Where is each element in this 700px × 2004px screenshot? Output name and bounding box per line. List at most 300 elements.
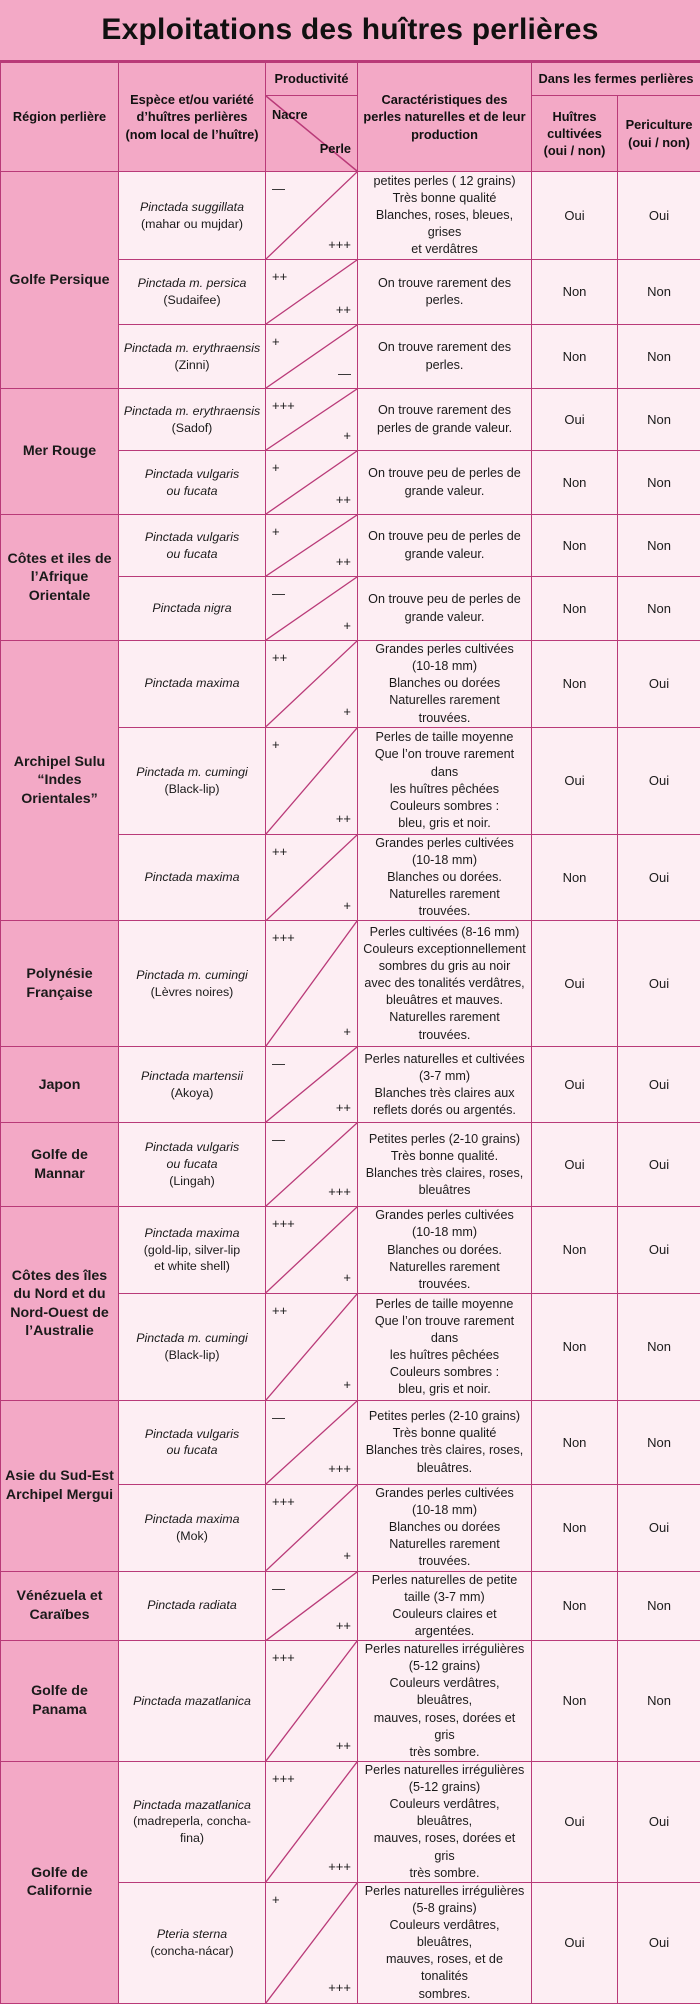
species-cell: [119, 389, 266, 451]
characteristics-line: (5-8 grains): [362, 1900, 527, 1917]
nacre-rating: +++: [272, 1649, 295, 1666]
periculture-cell: Oui: [618, 1882, 700, 2003]
characteristics-line: On trouve peu de perles de: [362, 465, 527, 482]
header-nacre-perle: [266, 96, 358, 172]
nacre-rating: +: [272, 736, 280, 753]
species-cell: [119, 260, 266, 325]
nacre-rating: ++: [272, 1302, 287, 1319]
pearl-oyster-table: [0, 62, 700, 2004]
species-cell: [119, 1641, 266, 1762]
periculture-cell: Oui: [618, 921, 700, 1047]
perle-rating: +++: [328, 1979, 351, 1996]
header-productivity: Productivité: [266, 63, 358, 96]
species-cell: [119, 577, 266, 641]
periculture-cell: Oui: [618, 1047, 700, 1123]
characteristics-line: grande valeur.: [362, 609, 527, 626]
periculture-cell: Oui: [618, 1761, 700, 1882]
header-cultivated: Huîtres cultivées (oui / non): [532, 96, 618, 172]
species-local-name: (Sudaifee): [123, 292, 261, 309]
characteristics-line: argentées.: [362, 1623, 527, 1640]
characteristics-line: mauves, roses, et de tonalités: [362, 1951, 527, 1985]
characteristics-line: Naturelles rarement trouvées.: [362, 886, 527, 920]
characteristics-line: On trouve rarement des perles.: [362, 275, 527, 309]
species-cell: [119, 451, 266, 515]
characteristics-cell: [358, 1761, 532, 1882]
characteristics-line: Couleurs sombres :: [362, 1364, 527, 1381]
perle-rating: +++: [328, 236, 351, 253]
table-row: [1, 389, 700, 451]
table-row: [1, 1207, 700, 1294]
nacre-rating: +++: [272, 397, 295, 414]
characteristics-line: Couleurs exceptionnellement: [362, 941, 527, 958]
perle-rating: ++: [336, 553, 351, 570]
perle-rating: +: [343, 617, 351, 634]
species-cell: [119, 1047, 266, 1123]
species-scientific-name: Pinctada m. cumingi: [123, 1330, 261, 1347]
region-cell: Polynésie Française: [1, 921, 119, 1047]
characteristics-line: On trouve peu de perles de: [362, 591, 527, 608]
perle-rating: +: [343, 703, 351, 720]
characteristics-cell: [358, 834, 532, 921]
nacre-rating: +++: [272, 929, 295, 946]
characteristics-line: grande valeur.: [362, 546, 527, 563]
productivity-cell: [266, 727, 358, 834]
productivity-cell: [266, 641, 358, 728]
nacre-rating: +: [272, 333, 280, 350]
characteristics-line: bleu, gris et noir.: [362, 815, 527, 832]
species-local-name: (Zinni): [123, 357, 261, 374]
characteristics-line: bleuâtres.: [362, 1460, 527, 1477]
characteristics-line: perles de grande valeur.: [362, 420, 527, 437]
productivity-cell: [266, 451, 358, 515]
characteristics-line: Naturelles rarement trouvées.: [362, 1536, 527, 1570]
characteristics-cell: [358, 260, 532, 325]
species-cell: [119, 921, 266, 1047]
characteristics-line: Perles naturelles irrégulières: [362, 1641, 527, 1658]
perle-rating: +: [343, 1023, 351, 1040]
perle-rating: +: [343, 427, 351, 444]
perle-rating: +: [343, 1269, 351, 1286]
periculture-cell: Oui: [618, 1207, 700, 1294]
cultivated-cell: Non: [532, 1641, 618, 1762]
nacre-rating: ++: [272, 843, 287, 860]
species-scientific-name: Pinctada suggillata: [123, 199, 261, 216]
cultivated-cell: Non: [532, 260, 618, 325]
species-cell: [119, 1207, 266, 1294]
characteristics-line: et verdâtres: [362, 241, 527, 258]
species-cell: [119, 1761, 266, 1882]
perle-rating: ++: [336, 1617, 351, 1634]
table-row: [1, 1641, 700, 1762]
nacre-rating: +: [272, 1891, 280, 1908]
productivity-cell: [266, 1484, 358, 1571]
perle-rating: +: [343, 897, 351, 914]
characteristics-cell: [358, 1293, 532, 1400]
characteristics-line: grande valeur.: [362, 483, 527, 500]
table-row: [1, 921, 700, 1047]
productivity-cell: [266, 325, 358, 389]
header-characteristics: Caractéristiques des perles naturelles et de leur production: [358, 63, 532, 172]
productivity-cell: [266, 1047, 358, 1123]
characteristics-line: Couleurs sombres :: [362, 798, 527, 815]
species-cell: [119, 1484, 266, 1571]
productivity-cell: [266, 1761, 358, 1882]
nacre-rating: —: [272, 1131, 285, 1148]
nacre-rating: +++: [272, 1493, 295, 1510]
periculture-cell: Non: [618, 451, 700, 515]
species-scientific-name: Pinctada m. cumingi: [123, 764, 261, 781]
cultivated-cell: Non: [532, 1400, 618, 1484]
nacre-rating: —: [272, 1580, 285, 1597]
characteristics-line: sombres du gris au noir: [362, 958, 527, 975]
characteristics-line: Naturelles rarement trouvées.: [362, 1009, 527, 1043]
region-cell: Golfe de Panama: [1, 1641, 119, 1762]
characteristics-cell: [358, 1123, 532, 1207]
species-scientific-name: Pinctada vulgaris: [123, 1139, 261, 1156]
region-cell: Asie du Sud-Est Archipel Mergui: [1, 1400, 119, 1571]
cultivated-cell: Oui: [532, 1123, 618, 1207]
characteristics-line: On trouve rarement des: [362, 402, 527, 419]
region-cell: Golfe de Californie: [1, 1761, 119, 2003]
periculture-cell: Non: [618, 1571, 700, 1641]
species-local-name: (Lèvres noires): [123, 984, 261, 1001]
periculture-cell: Non: [618, 325, 700, 389]
nacre-rating: —: [272, 180, 285, 197]
cultivated-cell: Non: [532, 515, 618, 577]
periculture-cell: Oui: [618, 641, 700, 728]
characteristics-line: bleuâtres: [362, 1182, 527, 1199]
species-local-name: (Black-lip): [123, 781, 261, 798]
species-local-name: (Black-lip): [123, 1347, 261, 1364]
characteristics-line: Naturelles rarement trouvées.: [362, 692, 527, 726]
characteristics-cell: [358, 577, 532, 641]
species-cell: [119, 834, 266, 921]
species-local-name: (madreperla, concha-fina): [123, 1813, 261, 1847]
characteristics-cell: [358, 641, 532, 728]
characteristics-line: Blanches très claires, roses,: [362, 1442, 527, 1459]
characteristics-line: Blanches très claires aux: [362, 1085, 527, 1102]
region-cell: Vénézuela et Caraïbes: [1, 1571, 119, 1641]
cultivated-cell: Non: [532, 1293, 618, 1400]
periculture-cell: Oui: [618, 727, 700, 834]
characteristics-line: Perles naturelles et cultivées: [362, 1051, 527, 1068]
characteristics-cell: [358, 1484, 532, 1571]
cultivated-cell: Non: [532, 1207, 618, 1294]
species-cell: [119, 1400, 266, 1484]
periculture-cell: Oui: [618, 1123, 700, 1207]
cultivated-cell: Oui: [532, 1882, 618, 2003]
periculture-cell: Non: [618, 1293, 700, 1400]
characteristics-line: bleu, gris et noir.: [362, 1381, 527, 1398]
characteristics-line: très sombre.: [362, 1865, 527, 1882]
characteristics-line: Très bonne qualité.: [362, 1148, 527, 1165]
characteristics-line: mauves, roses, dorées et gris: [362, 1830, 527, 1864]
characteristics-cell: [358, 1882, 532, 2003]
periculture-cell: Non: [618, 515, 700, 577]
perle-rating: +: [343, 1376, 351, 1393]
periculture-cell: Non: [618, 260, 700, 325]
perle-rating: ++: [336, 810, 351, 827]
characteristics-line: On trouve peu de perles de: [362, 528, 527, 545]
productivity-cell: [266, 260, 358, 325]
characteristics-line: Blanches ou dorées: [362, 675, 527, 692]
species-local-name-2: et white shell): [123, 1258, 261, 1275]
table-row: [1, 641, 700, 728]
characteristics-line: avec des tonalités verdâtres,: [362, 975, 527, 992]
cultivated-cell: Non: [532, 834, 618, 921]
characteristics-line: les huîtres pêchées: [362, 1347, 527, 1364]
table-row: [1, 515, 700, 577]
characteristics-line: Très bonne qualité: [362, 1425, 527, 1442]
productivity-cell: [266, 1207, 358, 1294]
characteristics-line: taille (3-7 mm): [362, 1589, 527, 1606]
periculture-cell: Non: [618, 1400, 700, 1484]
species-scientific-name: Pinctada vulgaris: [123, 529, 261, 546]
cultivated-cell: Non: [532, 641, 618, 728]
species-scientific-name: Pinctada maxima: [123, 1511, 261, 1528]
species-local-name: (concha-nácar): [123, 1943, 261, 1960]
productivity-cell: [266, 515, 358, 577]
characteristics-cell: [358, 1207, 532, 1294]
characteristics-cell: [358, 515, 532, 577]
header-farms: Dans les fermes perlières: [532, 63, 700, 96]
header-nacre: Nacre: [272, 106, 308, 123]
productivity-cell: [266, 577, 358, 641]
species-local-name: ou fucata: [123, 1442, 261, 1459]
species-cell: [119, 1571, 266, 1641]
characteristics-line: Couleurs verdâtres, bleuâtres,: [362, 1796, 527, 1830]
perle-rating: ++: [336, 301, 351, 318]
productivity-cell: [266, 172, 358, 260]
productivity-cell: [266, 1123, 358, 1207]
cultivated-cell: Non: [532, 325, 618, 389]
perle-rating: ++: [336, 1737, 351, 1754]
species-cell: [119, 727, 266, 834]
species-cell: [119, 515, 266, 577]
nacre-rating: +++: [272, 1215, 295, 1232]
characteristics-cell: [358, 172, 532, 260]
species-local-name-2: (Lingah): [123, 1173, 261, 1190]
species-scientific-name: Pteria sterna: [123, 1926, 261, 1943]
characteristics-line: Grandes perles cultivées: [362, 1207, 527, 1224]
species-scientific-name: Pinctada mazatlanica: [123, 1797, 261, 1814]
characteristics-line: Que l’on trouve rarement dans: [362, 1313, 527, 1347]
characteristics-cell: [358, 1047, 532, 1123]
characteristics-line: les huîtres pêchées: [362, 781, 527, 798]
species-scientific-name: Pinctada m. cumingi: [123, 967, 261, 984]
productivity-cell: [266, 921, 358, 1047]
species-scientific-name: Pinctada maxima: [123, 1225, 261, 1242]
characteristics-line: mauves, roses, dorées et gris: [362, 1710, 527, 1744]
species-scientific-name: Pinctada m. erythraensis: [123, 403, 261, 420]
species-local-name: ou fucata: [123, 483, 261, 500]
species-local-name: (gold-lip, silver-lip: [123, 1242, 261, 1259]
productivity-cell: [266, 389, 358, 451]
characteristics-line: Blanches, roses, bleues, grises: [362, 207, 527, 241]
table-row: [1, 172, 700, 260]
perle-rating: —: [338, 365, 351, 382]
characteristics-line: Que l’on trouve rarement dans: [362, 746, 527, 780]
cultivated-cell: Oui: [532, 727, 618, 834]
productivity-cell: [266, 834, 358, 921]
characteristics-line: Perles de taille moyenne: [362, 729, 527, 746]
region-cell: Golfe Persique: [1, 172, 119, 389]
cultivated-cell: Oui: [532, 389, 618, 451]
characteristics-line: Naturelles rarement trouvées.: [362, 1259, 527, 1293]
cultivated-cell: Oui: [532, 172, 618, 260]
table-body: [1, 172, 700, 2004]
characteristics-line: (10-18 mm): [362, 658, 527, 675]
header-species: Espèce et/ou variété d’huîtres perlières (nom local de l’huître): [119, 63, 266, 172]
nacre-rating: —: [272, 1409, 285, 1426]
characteristics-line: Grandes perles cultivées: [362, 1485, 527, 1502]
species-scientific-name: Pinctada radiata: [123, 1597, 261, 1614]
cultivated-cell: Non: [532, 577, 618, 641]
characteristics-line: Blanches ou dorées.: [362, 1242, 527, 1259]
table-row: [1, 1400, 700, 1484]
productivity-cell: [266, 1293, 358, 1400]
species-scientific-name: Pinctada m. persica: [123, 275, 261, 292]
characteristics-line: (10-18 mm): [362, 1502, 527, 1519]
nacre-rating: +++: [272, 1770, 295, 1787]
nacre-rating: —: [272, 585, 285, 602]
cultivated-cell: Oui: [532, 1047, 618, 1123]
species-local-name: (Akoya): [123, 1085, 261, 1102]
species-cell: [119, 172, 266, 260]
table-row: [1, 1047, 700, 1123]
page-title: Exploitations des huîtres perlières: [0, 0, 700, 62]
periculture-cell: Oui: [618, 172, 700, 260]
table-row: [1, 1761, 700, 1882]
periculture-cell: Non: [618, 389, 700, 451]
characteristics-line: Blanches ou dorées: [362, 1519, 527, 1536]
characteristics-line: On trouve rarement des perles.: [362, 339, 527, 373]
cultivated-cell: Oui: [532, 921, 618, 1047]
species-scientific-name: Pinctada maxima: [123, 869, 261, 886]
characteristics-line: Petites perles (2-10 grains): [362, 1131, 527, 1148]
species-scientific-name: Pinctada m. erythraensis: [123, 340, 261, 357]
nacre-rating: +: [272, 459, 280, 476]
species-cell: [119, 1293, 266, 1400]
region-cell: Japon: [1, 1047, 119, 1123]
species-scientific-name: Pinctada vulgaris: [123, 466, 261, 483]
characteristics-cell: [358, 325, 532, 389]
species-cell: [119, 1882, 266, 2003]
periculture-cell: Oui: [618, 834, 700, 921]
characteristics-cell: [358, 451, 532, 515]
nacre-rating: +: [272, 523, 280, 540]
header-region: Région perlière: [1, 63, 119, 172]
perle-rating: +++: [328, 1183, 351, 1200]
perle-rating: ++: [336, 1099, 351, 1116]
periculture-cell: Non: [618, 577, 700, 641]
characteristics-line: (3-7 mm): [362, 1068, 527, 1085]
perle-rating: +++: [328, 1858, 351, 1875]
characteristics-cell: [358, 1571, 532, 1641]
perle-rating: +: [343, 1547, 351, 1564]
characteristics-line: petites perles ( 12 grains): [362, 173, 527, 190]
characteristics-line: reflets dorés ou argentés.: [362, 1102, 527, 1119]
species-cell: [119, 641, 266, 728]
cultivated-cell: Non: [532, 1571, 618, 1641]
perle-rating: +++: [328, 1460, 351, 1477]
characteristics-line: Très bonne qualité: [362, 190, 527, 207]
characteristics-line: Perles naturelles irrégulières: [362, 1883, 527, 1900]
cultivated-cell: Non: [532, 451, 618, 515]
characteristics-line: Blanches très claires, roses,: [362, 1165, 527, 1182]
productivity-cell: [266, 1400, 358, 1484]
species-scientific-name: Pinctada maxima: [123, 675, 261, 692]
cultivated-cell: Oui: [532, 1761, 618, 1882]
species-local-name: (Mok): [123, 1528, 261, 1545]
species-local-name: ou fucata: [123, 546, 261, 563]
characteristics-line: Grandes perles cultivées: [362, 835, 527, 852]
characteristics-line: Couleurs verdâtres, bleuâtres,: [362, 1675, 527, 1709]
characteristics-line: sombres.: [362, 1986, 527, 2003]
species-scientific-name: Pinctada nigra: [123, 600, 261, 617]
periculture-cell: Oui: [618, 1484, 700, 1571]
region-cell: Archipel Sulu “Indes Orientales”: [1, 641, 119, 921]
characteristics-line: Perles de taille moyenne: [362, 1296, 527, 1313]
species-cell: [119, 1123, 266, 1207]
characteristics-line: Blanches ou dorées.: [362, 869, 527, 886]
characteristics-line: Couleurs verdâtres, bleuâtres,: [362, 1917, 527, 1951]
characteristics-line: (10-18 mm): [362, 1224, 527, 1241]
characteristics-cell: [358, 1641, 532, 1762]
table-row: [1, 1571, 700, 1641]
characteristics-line: très sombre.: [362, 1744, 527, 1761]
characteristics-cell: [358, 921, 532, 1047]
productivity-cell: [266, 1882, 358, 2003]
characteristics-line: Grandes perles cultivées: [362, 641, 527, 658]
characteristics-line: (5-12 grains): [362, 1658, 527, 1675]
periculture-cell: Non: [618, 1641, 700, 1762]
species-local-name: (Sadof): [123, 420, 261, 437]
characteristics-line: (10-18 mm): [362, 852, 527, 869]
species-scientific-name: Pinctada vulgaris: [123, 1426, 261, 1443]
table-row: [1, 1123, 700, 1207]
perle-rating: ++: [336, 491, 351, 508]
cultivated-cell: Non: [532, 1484, 618, 1571]
region-cell: Côtes des îles du Nord et du Nord-Ouest de l’Australie: [1, 1207, 119, 1401]
characteristics-cell: [358, 389, 532, 451]
header-periculture: Periculture (oui / non): [618, 96, 700, 172]
characteristics-line: bleuâtres et mauves.: [362, 992, 527, 1009]
species-cell: [119, 325, 266, 389]
characteristics-line: Couleurs claires et: [362, 1606, 527, 1623]
nacre-rating: ++: [272, 268, 287, 285]
characteristics-line: Petites perles (2-10 grains): [362, 1408, 527, 1425]
species-scientific-name: Pinctada mazatlanica: [123, 1693, 261, 1710]
characteristics-cell: [358, 1400, 532, 1484]
species-local-name: (mahar ou mujdar): [123, 216, 261, 233]
productivity-cell: [266, 1571, 358, 1641]
species-local-name: ou fucata: [123, 1156, 261, 1173]
characteristics-line: Perles naturelles irrégulières: [362, 1762, 527, 1779]
region-cell: Golfe de Mannar: [1, 1123, 119, 1207]
region-cell: Côtes et iles de l’Afrique Orientale: [1, 515, 119, 641]
header-perle: Perle: [320, 140, 351, 157]
region-cell: Mer Rouge: [1, 389, 119, 515]
productivity-cell: [266, 1641, 358, 1762]
characteristics-cell: [358, 727, 532, 834]
characteristics-line: Perles naturelles de petite: [362, 1572, 527, 1589]
nacre-rating: —: [272, 1055, 285, 1072]
species-scientific-name: Pinctada martensii: [123, 1068, 261, 1085]
nacre-rating: ++: [272, 649, 287, 666]
characteristics-line: (5-12 grains): [362, 1779, 527, 1796]
characteristics-line: Perles cultivées (8-16 mm): [362, 924, 527, 941]
